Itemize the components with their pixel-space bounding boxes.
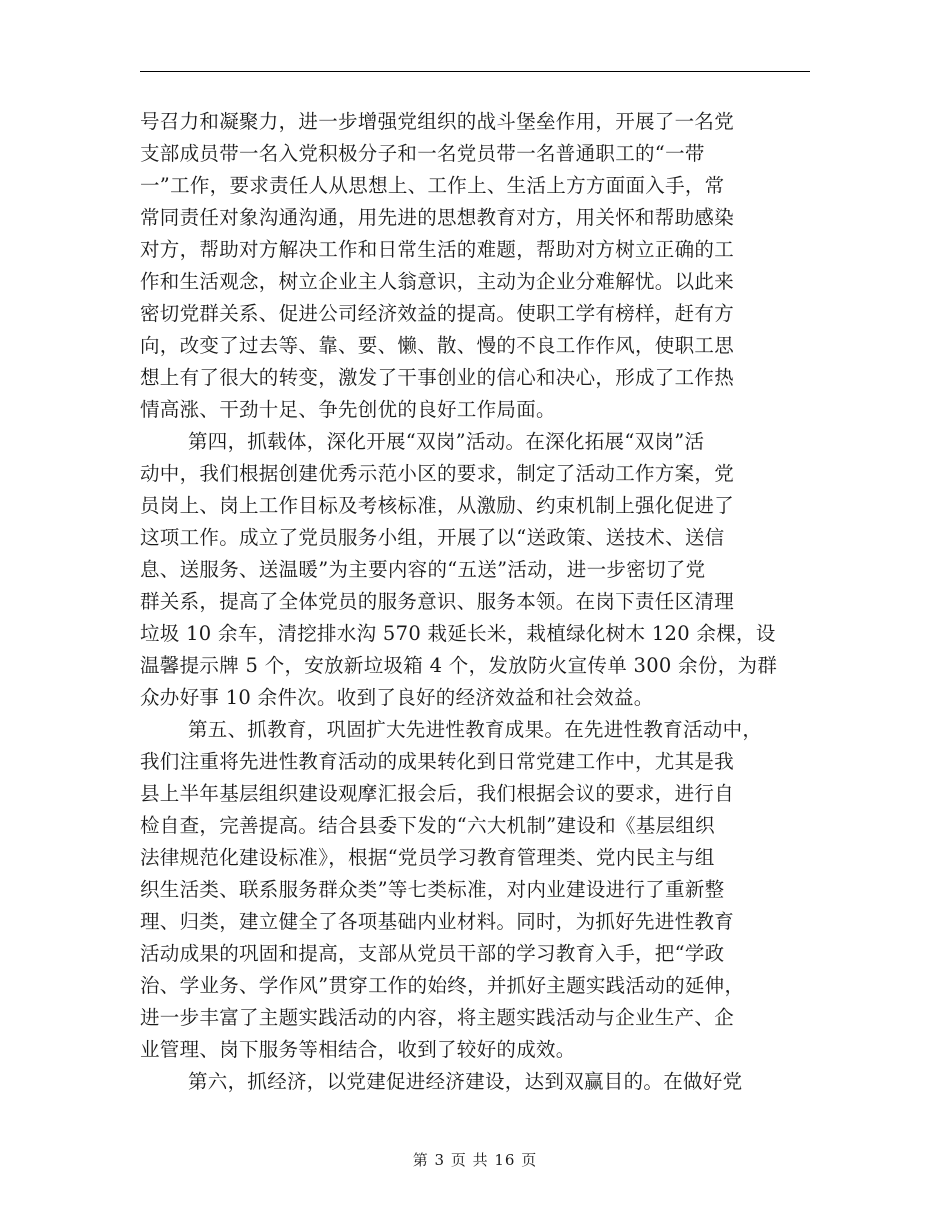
text-line: 一”工作，要求责任人从思想上、工作上、生活上方方面面入手，常 (140, 174, 725, 197)
text-line: 织生活类、联系服务群众类”等七类标准，对内业建设进行了重新整 (140, 878, 725, 901)
text-line: 活动成果的巩固和提高，支部从党员干部的学习教育入手，把“学政 (140, 942, 725, 965)
text-line: 作和生活观念，树立企业主人翁意识，主动为企业分难解忧。以此来 (140, 270, 735, 293)
text-line: 号召力和凝聚力，进一步增强党组织的战斗堡垒作用，开展了一名党 (140, 110, 735, 133)
paragraph-first-line: 第四，抓载体，深化开展“双岗”活动。在深化拓展“双岗”活 (188, 430, 705, 453)
text-line: 动中，我们根据创建优秀示范小区的要求，制定了活动工作方案，党 (140, 462, 735, 485)
text-line: 治、学业务、学作风”贯穿工作的始终，并抓好主题实践活动的延伸， (140, 974, 745, 997)
text-line: 检自查，完善提高。结合县委下发的“六大机制”建设和《基层组织 (140, 814, 715, 837)
current-page-number: 3 (434, 1151, 446, 1169)
text-line: 情高涨、干劲十足、争先创优的良好工作局面。 (140, 398, 556, 421)
text-line: 员岗上、岗上工作目标及考核标准，从激励、约束机制上强化促进了 (140, 494, 735, 517)
text-line: 垃圾 10 余车，清挖排水沟 570 栽延长米，栽植绿化树木 120 余棵，设 (140, 622, 776, 645)
text-line: 常同责任对象沟通沟通，用先进的思想教育对方，用关怀和帮助感染 (140, 206, 735, 229)
text-line: 向，改变了过去等、靠、要、懒、散、慢的不良工作作风，使职工思 (140, 334, 735, 357)
header-rule (140, 71, 810, 72)
text-line: 众办好事 10 余件次。收到了良好的经济效益和社会效益。 (140, 686, 654, 709)
text-line: 息、送服务、送温暖”为主要内容的“五送”活动，进一步密切了党 (140, 558, 706, 581)
text-line: 县上半年基层组织建设观摩汇报会后，我们根据会议的要求，进行自 (140, 782, 735, 805)
document-body (140, 106, 810, 1098)
text-line: 对方，帮助对方解决工作和日常生活的难题，帮助对方树立正确的工 (140, 238, 735, 261)
footer-prefix: 第 (412, 1151, 429, 1169)
paragraph-first-line: 第五、抓教育，巩固扩大先进性教育成果。在先进性教育活动中， (188, 718, 763, 741)
text-line: 想上有了很大的转变，激发了干事创业的信心和决心，形成了工作热 (140, 366, 735, 389)
text-line: 我们注重将先进性教育活动的成果转化到日常党建工作中，尤其是我 (140, 750, 735, 773)
paragraph-first-line: 第六，抓经济，以党建促进经济建设，达到双赢目的。在做好党 (188, 1070, 743, 1093)
footer-suffix: 页 (521, 1151, 538, 1169)
text-line: 这项工作。成立了党员服务小组，开展了以“送政策、送技术、送信 (140, 526, 725, 549)
total-page-count: 16 (494, 1151, 516, 1169)
text-line: 法律规范化建设标准》，根据“党员学习教育管理类、党内民主与组 (140, 846, 715, 869)
text-line: 理、归类，建立健全了各项基础内业材料。同时，为抓好先进性教育 (140, 910, 735, 933)
text-line: 密切党群关系、促进公司经济效益的提高。使职工学有榜样，赶有方 (140, 302, 735, 325)
text-line: 业管理、岗下服务等相结合，收到了较好的成效。 (140, 1038, 576, 1061)
text-line: 温馨提示牌 5 个，安放新垃圾箱 4 个，发放防火宣传单 300 余份，为群 (140, 654, 778, 677)
text-line: 支部成员带一名入党积极分子和一名党员带一名普通职工的“一带 (140, 142, 705, 165)
text-line: 群关系，提高了全体党员的服务意识、服务本领。在岗下责任区清理 (140, 590, 735, 613)
footer-middle: 页 共 (450, 1151, 489, 1169)
text-line: 进一步丰富了主题实践活动的内容，将主题实践活动与企业生产、企 (140, 1006, 735, 1029)
page-footer (0, 1150, 950, 1170)
